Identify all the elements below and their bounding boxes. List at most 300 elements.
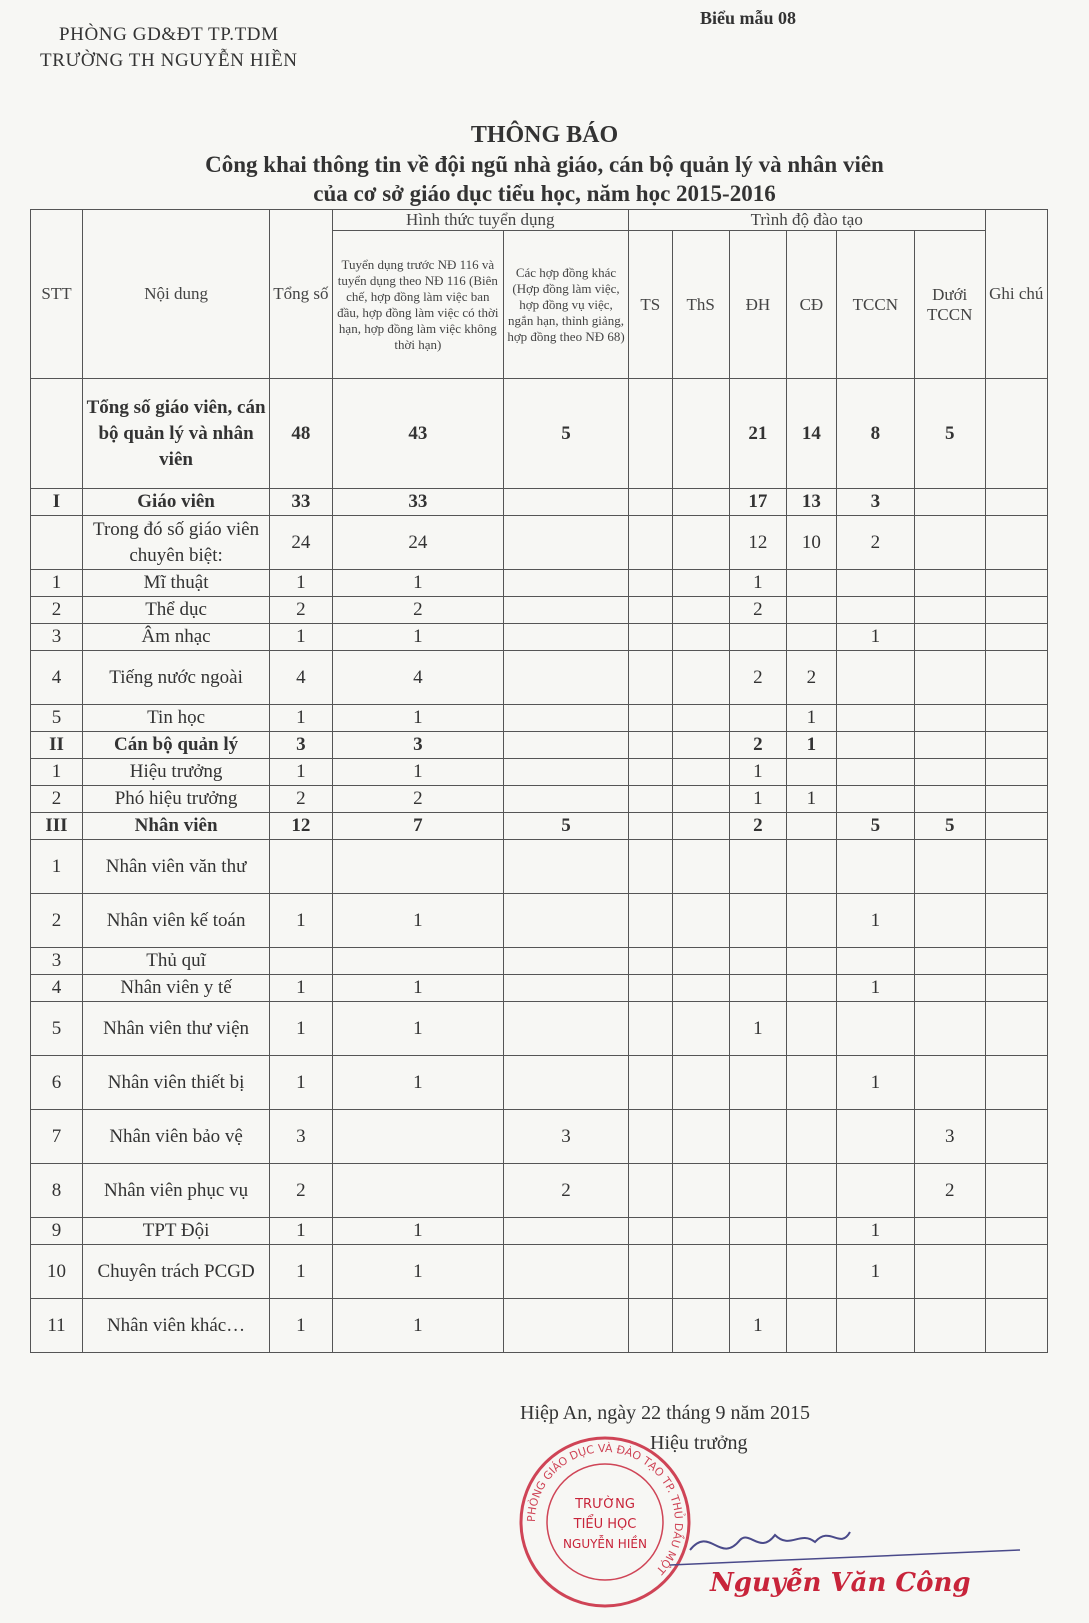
cell-ts xyxy=(628,840,672,894)
cell-content: Âm nhạc xyxy=(82,624,269,651)
cell-note xyxy=(985,651,1047,705)
cell-recruit-b xyxy=(504,1245,629,1299)
cell-stt: 6 xyxy=(31,1056,83,1110)
cell-tccn xyxy=(836,1002,914,1056)
cell-cd: 1 xyxy=(786,786,836,813)
cell-content: TPT Đội xyxy=(82,1218,269,1245)
table-row xyxy=(31,1056,1048,1110)
form-label: Biểu mẫu 08 xyxy=(700,8,797,28)
cell-ths xyxy=(672,786,729,813)
cell-ths xyxy=(672,597,729,624)
cell-cd: 2 xyxy=(786,651,836,705)
cell-cd xyxy=(786,948,836,975)
cell-note xyxy=(985,1299,1047,1353)
footer-date: Hiệp An, ngày 22 tháng 9 năm 2015 xyxy=(520,1402,810,1424)
cell-total: 2 xyxy=(270,1164,332,1218)
cell-stt: 2 xyxy=(31,786,83,813)
cell-total: 1 xyxy=(270,1299,332,1353)
cell-ths xyxy=(672,948,729,975)
cell-total: 1 xyxy=(270,1056,332,1110)
cell-content: Cán bộ quản lý xyxy=(82,732,269,759)
title-line-2: Công khai thông tin về đội ngũ nhà giáo, cán bộ quản lý và nhân viên xyxy=(205,152,884,177)
table-row xyxy=(31,1110,1048,1164)
cell-stt: 2 xyxy=(31,597,83,624)
cell-recruit-a: 1 xyxy=(332,894,504,948)
cell-content: Giáo viên xyxy=(82,489,269,516)
cell-ths xyxy=(672,570,729,597)
cell-note xyxy=(985,759,1047,786)
table-row xyxy=(31,1002,1048,1056)
cell-recruit-a: 1 xyxy=(332,975,504,1002)
cell-duoi-tccn xyxy=(914,732,985,759)
cell-tccn xyxy=(836,840,914,894)
cell-recruit-b xyxy=(504,786,629,813)
cell-recruit-a xyxy=(332,1110,504,1164)
cell-tccn: 8 xyxy=(836,379,914,489)
cell-tccn: 5 xyxy=(836,813,914,840)
cell-content: Chuyên trách PCGD xyxy=(82,1245,269,1299)
cell-note xyxy=(985,1245,1047,1299)
table-row xyxy=(31,894,1048,948)
header-recruit-b: Các hợp đồng khác (Hợp đồng làm việc, hợp đồng vụ việc, ngắn hạn, thỉnh giảng, hợp đồng theo NĐ 68) xyxy=(504,231,629,379)
cell-recruit-a: 3 xyxy=(332,732,504,759)
cell-recruit-b xyxy=(504,1299,629,1353)
table-row xyxy=(31,1299,1048,1353)
cell-cd: 1 xyxy=(786,705,836,732)
cell-dh: 1 xyxy=(729,1299,786,1353)
cell-cd xyxy=(786,1299,836,1353)
cell-recruit-a: 1 xyxy=(332,1218,504,1245)
cell-stt: 4 xyxy=(31,651,83,705)
signer-name: Nguyễn Văn Công xyxy=(710,1568,971,1598)
cell-tccn: 1 xyxy=(836,975,914,1002)
cell-tccn xyxy=(836,651,914,705)
cell-ths xyxy=(672,1164,729,1218)
cell-ts xyxy=(628,1218,672,1245)
cell-recruit-a: 1 xyxy=(332,570,504,597)
cell-tccn xyxy=(836,597,914,624)
cell-note xyxy=(985,379,1047,489)
cell-duoi-tccn xyxy=(914,1299,985,1353)
title-line-1: THÔNG BÁO xyxy=(470,122,619,148)
cell-content: Phó hiệu trưởng xyxy=(82,786,269,813)
staff-table xyxy=(30,209,1048,1353)
cell-ts xyxy=(628,1002,672,1056)
cell-stt: 4 xyxy=(31,975,83,1002)
cell-content: Nhân viên thiết bị xyxy=(82,1056,269,1110)
cell-note xyxy=(985,786,1047,813)
cell-duoi-tccn xyxy=(914,1056,985,1110)
cell-recruit-b xyxy=(504,948,629,975)
cell-total: 1 xyxy=(270,705,332,732)
cell-dh xyxy=(729,975,786,1002)
cell-ts xyxy=(628,1245,672,1299)
cell-total: 1 xyxy=(270,759,332,786)
cell-duoi-tccn xyxy=(914,786,985,813)
cell-tccn: 2 xyxy=(836,516,914,570)
cell-total: 1 xyxy=(270,624,332,651)
cell-ts xyxy=(628,516,672,570)
cell-tccn: 1 xyxy=(836,624,914,651)
cell-content: Tổng số giáo viên, cán bộ quản lý và nhân viên xyxy=(82,379,269,489)
cell-recruit-b xyxy=(504,732,629,759)
cell-content: Thể dục xyxy=(82,597,269,624)
cell-cd xyxy=(786,1002,836,1056)
cell-duoi-tccn xyxy=(914,948,985,975)
cell-total: 1 xyxy=(270,894,332,948)
cell-stt: 5 xyxy=(31,705,83,732)
header-edu-group: Trình độ đào tạo xyxy=(628,210,985,231)
table-row xyxy=(31,516,1048,570)
cell-recruit-a: 2 xyxy=(332,597,504,624)
cell-dh xyxy=(729,1218,786,1245)
table-row xyxy=(31,1245,1048,1299)
header-cd: CĐ xyxy=(786,231,836,379)
table-row xyxy=(31,813,1048,840)
table-body xyxy=(31,379,1048,1353)
cell-total xyxy=(270,948,332,975)
cell-recruit-b xyxy=(504,1056,629,1110)
cell-dh xyxy=(729,1164,786,1218)
cell-content: Thủ quĩ xyxy=(82,948,269,975)
cell-ts xyxy=(628,570,672,597)
cell-tccn: 1 xyxy=(836,894,914,948)
cell-recruit-b: 2 xyxy=(504,1164,629,1218)
cell-ts xyxy=(628,379,672,489)
cell-stt: III xyxy=(31,813,83,840)
cell-cd xyxy=(786,1245,836,1299)
cell-recruit-a: 7 xyxy=(332,813,504,840)
cell-content: Nhân viên xyxy=(82,813,269,840)
cell-stt: II xyxy=(31,732,83,759)
cell-recruit-b xyxy=(504,840,629,894)
cell-cd xyxy=(786,759,836,786)
cell-total: 3 xyxy=(270,1110,332,1164)
cell-cd xyxy=(786,570,836,597)
cell-recruit-a xyxy=(332,840,504,894)
cell-tccn xyxy=(836,948,914,975)
cell-content: Trong đó số giáo viên chuyên biệt: xyxy=(82,516,269,570)
cell-stt xyxy=(31,516,83,570)
cell-cd xyxy=(786,813,836,840)
header-tccn: TCCN xyxy=(836,231,914,379)
cell-ts xyxy=(628,759,672,786)
cell-dh xyxy=(729,948,786,975)
cell-total: 33 xyxy=(270,489,332,516)
cell-cd xyxy=(786,624,836,651)
cell-recruit-b xyxy=(504,597,629,624)
cell-ts xyxy=(628,732,672,759)
org-line-2: TRƯỜNG TH NGUYỄN HIỀN xyxy=(40,50,298,71)
cell-note xyxy=(985,1002,1047,1056)
cell-stt: 7 xyxy=(31,1110,83,1164)
cell-stt: 3 xyxy=(31,948,83,975)
cell-dh: 2 xyxy=(729,651,786,705)
cell-cd: 10 xyxy=(786,516,836,570)
cell-stt: 3 xyxy=(31,624,83,651)
cell-dh xyxy=(729,624,786,651)
org-header xyxy=(40,22,298,74)
cell-note xyxy=(985,489,1047,516)
cell-ts xyxy=(628,894,672,948)
cell-dh: 2 xyxy=(729,597,786,624)
cell-recruit-b xyxy=(504,759,629,786)
cell-duoi-tccn xyxy=(914,975,985,1002)
header-note: Ghi chú xyxy=(985,210,1047,379)
cell-recruit-b xyxy=(504,651,629,705)
cell-dh xyxy=(729,894,786,948)
cell-dh: 2 xyxy=(729,732,786,759)
cell-duoi-tccn xyxy=(914,489,985,516)
cell-ths xyxy=(672,1056,729,1110)
cell-note xyxy=(985,732,1047,759)
cell-recruit-a: 1 xyxy=(332,1002,504,1056)
cell-cd xyxy=(786,840,836,894)
cell-ths xyxy=(672,489,729,516)
cell-total: 48 xyxy=(270,379,332,489)
cell-cd xyxy=(786,1110,836,1164)
cell-note xyxy=(985,948,1047,975)
cell-ths xyxy=(672,1002,729,1056)
cell-ts xyxy=(628,948,672,975)
cell-recruit-a: 43 xyxy=(332,379,504,489)
header-recruit-group: Hình thức tuyển dụng xyxy=(332,210,628,231)
table-row xyxy=(31,732,1048,759)
cell-content: Nhân viên phục vụ xyxy=(82,1164,269,1218)
cell-recruit-b xyxy=(504,516,629,570)
stamp-center-2: TIỂU HỌC xyxy=(573,1517,637,1532)
cell-duoi-tccn: 5 xyxy=(914,813,985,840)
cell-recruit-b xyxy=(504,705,629,732)
stamp-center-3: NGUYỄN HIỀN xyxy=(563,1537,647,1551)
header-total: Tổng số xyxy=(270,210,332,379)
cell-stt: 1 xyxy=(31,759,83,786)
title-line-3: của cơ sở giáo dục tiểu học, năm học 2015-2016 xyxy=(313,181,776,206)
cell-ts xyxy=(628,1110,672,1164)
table-row xyxy=(31,948,1048,975)
cell-dh xyxy=(729,705,786,732)
table-row xyxy=(31,624,1048,651)
cell-stt: 1 xyxy=(31,570,83,597)
cell-duoi-tccn xyxy=(914,705,985,732)
table-row xyxy=(31,786,1048,813)
cell-cd: 1 xyxy=(786,732,836,759)
cell-ts xyxy=(628,975,672,1002)
cell-ths xyxy=(672,894,729,948)
table-row xyxy=(31,1164,1048,1218)
cell-recruit-b: 5 xyxy=(504,813,629,840)
cell-cd xyxy=(786,1056,836,1110)
cell-dh: 1 xyxy=(729,1002,786,1056)
cell-recruit-b xyxy=(504,624,629,651)
cell-tccn: 1 xyxy=(836,1245,914,1299)
cell-ths xyxy=(672,1110,729,1164)
cell-duoi-tccn xyxy=(914,1002,985,1056)
stamp-center-1: TRƯỜNG xyxy=(575,1497,635,1512)
cell-ths xyxy=(672,975,729,1002)
header-ts: TS xyxy=(628,231,672,379)
cell-ths xyxy=(672,840,729,894)
document-title xyxy=(0,120,1089,208)
cell-tccn: 1 xyxy=(836,1056,914,1110)
header-dh: ĐH xyxy=(729,231,786,379)
cell-total: 2 xyxy=(270,786,332,813)
cell-content: Mĩ thuật xyxy=(82,570,269,597)
cell-ths xyxy=(672,759,729,786)
cell-duoi-tccn xyxy=(914,516,985,570)
cell-tccn xyxy=(836,732,914,759)
cell-total xyxy=(270,840,332,894)
cell-tccn xyxy=(836,570,914,597)
header-ths: ThS xyxy=(672,231,729,379)
cell-dh: 21 xyxy=(729,379,786,489)
cell-duoi-tccn: 2 xyxy=(914,1164,985,1218)
cell-total: 1 xyxy=(270,570,332,597)
cell-duoi-tccn xyxy=(914,624,985,651)
cell-dh: 1 xyxy=(729,759,786,786)
table-row xyxy=(31,840,1048,894)
cell-stt: 2 xyxy=(31,894,83,948)
table-row xyxy=(31,379,1048,489)
cell-stt: 8 xyxy=(31,1164,83,1218)
cell-dh xyxy=(729,1245,786,1299)
header-recruit-a: Tuyển dụng trước NĐ 116 và tuyển dụng theo NĐ 116 (Biên chế, hợp đồng làm việc ban đầu, hợp đồng làm việc có thời hạn, hợp đồng làm việc không thời hạn) xyxy=(332,231,504,379)
cell-note xyxy=(985,570,1047,597)
cell-recruit-a: 1 xyxy=(332,1299,504,1353)
cell-recruit-a: 1 xyxy=(332,624,504,651)
header-duoi-tccn: Dưới TCCN xyxy=(914,231,985,379)
cell-total: 1 xyxy=(270,975,332,1002)
cell-tccn xyxy=(836,1299,914,1353)
cell-recruit-b xyxy=(504,1218,629,1245)
cell-content: Tin học xyxy=(82,705,269,732)
cell-stt: 5 xyxy=(31,1002,83,1056)
cell-dh xyxy=(729,840,786,894)
footer-role: Hiệu trưởng xyxy=(650,1432,748,1454)
cell-dh: 12 xyxy=(729,516,786,570)
cell-total: 1 xyxy=(270,1245,332,1299)
cell-content: Nhân viên y tế xyxy=(82,975,269,1002)
cell-recruit-a: 24 xyxy=(332,516,504,570)
table-row xyxy=(31,597,1048,624)
table-row xyxy=(31,651,1048,705)
cell-total: 4 xyxy=(270,651,332,705)
cell-note xyxy=(985,1218,1047,1245)
cell-content: Nhân viên khác… xyxy=(82,1299,269,1353)
cell-stt: 11 xyxy=(31,1299,83,1353)
cell-note xyxy=(985,1056,1047,1110)
cell-tccn xyxy=(836,1110,914,1164)
cell-duoi-tccn xyxy=(914,597,985,624)
cell-total: 12 xyxy=(270,813,332,840)
cell-note xyxy=(985,813,1047,840)
cell-ths xyxy=(672,813,729,840)
cell-dh: 2 xyxy=(729,813,786,840)
cell-note xyxy=(985,624,1047,651)
cell-note xyxy=(985,1164,1047,1218)
stamp-ring-text: PHÒNG GIÁO DỤC VÀ ĐÀO TẠO TP. THỦ DẦU MỘT xyxy=(524,1441,686,1577)
cell-dh: 17 xyxy=(729,489,786,516)
cell-ths xyxy=(672,732,729,759)
cell-ths xyxy=(672,624,729,651)
cell-total: 3 xyxy=(270,732,332,759)
cell-ts xyxy=(628,1164,672,1218)
cell-recruit-b xyxy=(504,489,629,516)
cell-ths xyxy=(672,516,729,570)
cell-ts xyxy=(628,1056,672,1110)
cell-ts xyxy=(628,597,672,624)
cell-dh xyxy=(729,1110,786,1164)
cell-ts xyxy=(628,1299,672,1353)
cell-duoi-tccn xyxy=(914,651,985,705)
cell-note xyxy=(985,1110,1047,1164)
cell-duoi-tccn: 3 xyxy=(914,1110,985,1164)
header-stt: STT xyxy=(31,210,83,379)
cell-stt: 10 xyxy=(31,1245,83,1299)
cell-tccn xyxy=(836,1164,914,1218)
table-row xyxy=(31,975,1048,1002)
cell-ts xyxy=(628,624,672,651)
cell-content: Nhân viên thư viện xyxy=(82,1002,269,1056)
cell-duoi-tccn xyxy=(914,570,985,597)
cell-stt: 1 xyxy=(31,840,83,894)
cell-cd xyxy=(786,1218,836,1245)
org-line-1: PHÒNG GD&ĐT TP.TDM xyxy=(58,24,279,45)
cell-content: Hiệu trưởng xyxy=(82,759,269,786)
cell-duoi-tccn xyxy=(914,1245,985,1299)
cell-ts xyxy=(628,651,672,705)
cell-dh xyxy=(729,1056,786,1110)
cell-total: 1 xyxy=(270,1002,332,1056)
cell-stt: 9 xyxy=(31,1218,83,1245)
table-row xyxy=(31,570,1048,597)
cell-recruit-a xyxy=(332,1164,504,1218)
cell-tccn xyxy=(836,786,914,813)
cell-cd xyxy=(786,597,836,624)
cell-dh: 1 xyxy=(729,786,786,813)
table-row xyxy=(31,1218,1048,1245)
cell-recruit-b xyxy=(504,1002,629,1056)
cell-cd: 14 xyxy=(786,379,836,489)
table-row xyxy=(31,489,1048,516)
cell-recruit-a: 2 xyxy=(332,786,504,813)
cell-tccn: 1 xyxy=(836,1218,914,1245)
cell-note xyxy=(985,840,1047,894)
cell-ths xyxy=(672,1245,729,1299)
cell-recruit-a: 1 xyxy=(332,759,504,786)
cell-duoi-tccn: 5 xyxy=(914,379,985,489)
signature-scribble xyxy=(650,1520,1030,1570)
cell-note xyxy=(985,597,1047,624)
cell-tccn xyxy=(836,759,914,786)
cell-tccn xyxy=(836,705,914,732)
cell-ths xyxy=(672,1299,729,1353)
cell-note xyxy=(985,705,1047,732)
cell-total: 24 xyxy=(270,516,332,570)
cell-recruit-a: 1 xyxy=(332,705,504,732)
table-row xyxy=(31,705,1048,732)
cell-recruit-a: 1 xyxy=(332,1245,504,1299)
cell-ts xyxy=(628,813,672,840)
cell-duoi-tccn xyxy=(914,1218,985,1245)
cell-content: Tiếng nước ngoài xyxy=(82,651,269,705)
cell-recruit-b xyxy=(504,894,629,948)
cell-cd xyxy=(786,975,836,1002)
cell-recruit-a: 1 xyxy=(332,1056,504,1110)
cell-content: Nhân viên bảo vệ xyxy=(82,1110,269,1164)
cell-duoi-tccn xyxy=(914,759,985,786)
cell-total: 1 xyxy=(270,1218,332,1245)
